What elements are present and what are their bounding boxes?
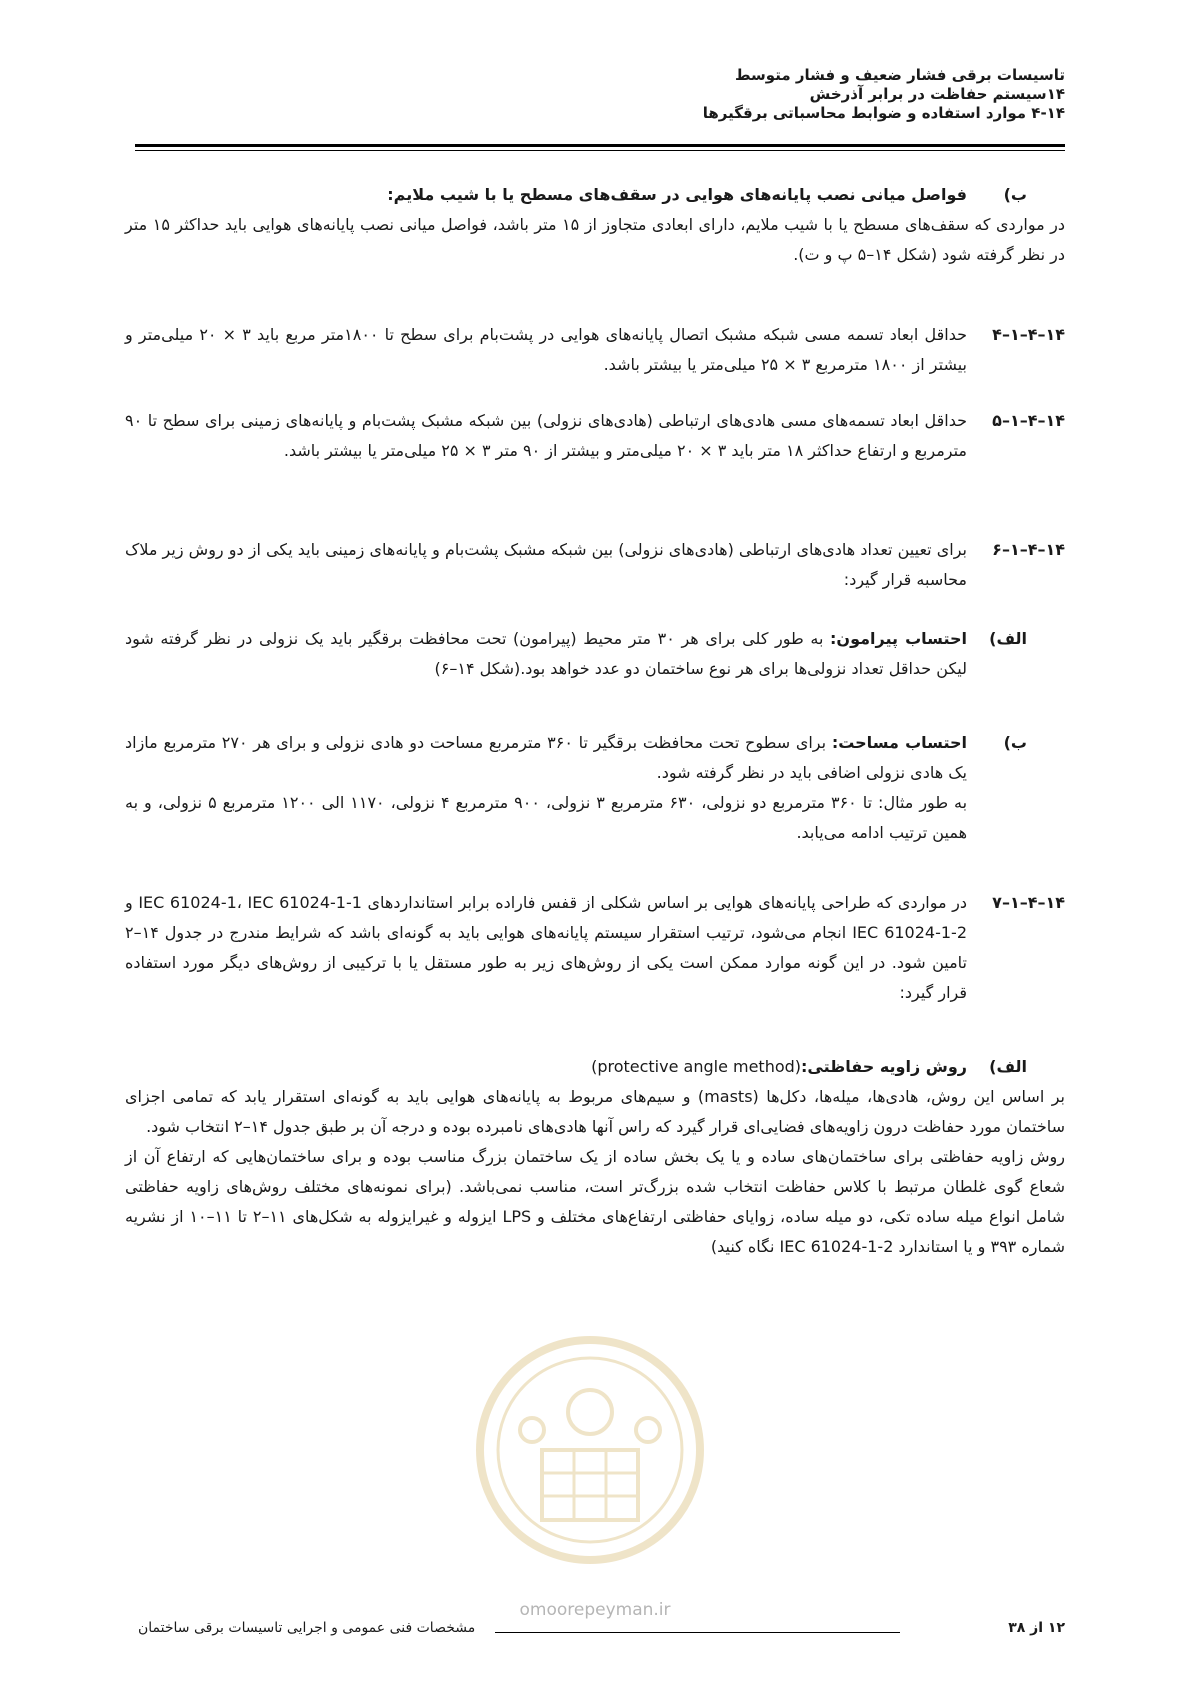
- header-chapter-title: ۱۴سیستم حفاظت در برابر آذرخش: [809, 85, 1065, 103]
- footer-document-title: مشخصات فنی عمومی و اجرایی تاسیسات برقی ساختمان: [138, 1620, 476, 1636]
- subclause-be-area: [125, 728, 1065, 848]
- footer-rule: [495, 1632, 900, 1633]
- subclause-lead: احتساب مساحت:: [831, 733, 967, 752]
- header-rule-thick: [135, 144, 1065, 147]
- section-text: در مواردی که سقف‌های مسطح یا با شیب ملایم، دارای ابعادی متجاوز از ۱۵ متر باشد، فواصل میانی نصب پایانه‌های هوایی باید حداکثر ۱۵ متر در نظر گرفته شود (شکل ۱۴–۵ پ و ت).: [125, 215, 1065, 264]
- section-label: ب): [1003, 185, 1027, 204]
- subclause-text: به طور کلی برای هر ۳۰ متر محیط (پیرامون) تحت محافظت برقگیر باید یک نزولی در نظر گرفته شود لیکن حداقل تعداد نزولی‌ها برای هر نوع ساختمان دو عدد خواهد بود.(شکل ۱۴–۶): [125, 629, 967, 678]
- header-rule-thin: [135, 150, 1065, 151]
- watermark-logo-icon: [470, 1330, 710, 1570]
- clause-6: [125, 535, 1065, 595]
- subclause-title: روش زاویه حفاظتی:: [801, 1057, 967, 1076]
- subclause-title-en: (protective angle method): [585, 1057, 802, 1076]
- clause-number: ۱۴–۴–۱–۴: [992, 325, 1065, 344]
- clause-number: ۱۴–۴–۱–۵: [992, 411, 1065, 430]
- header-section-title: ۴-۱۴ موارد استفاده و ضوابط محاسباتی برقگیرها: [702, 104, 1065, 122]
- subclause-example: به طور مثال: تا ۳۶۰ مترمربع دو نزولی، ۶۳۰ مترمربع ۳ نزولی، ۹۰۰ مترمربع ۴ نزولی، ۱۱۷۰ الی ۱۲۰۰ مترمربع ۵ نزولی، و به همین ترتیب ادامه می‌یابد.: [125, 793, 968, 842]
- watermark-text: omoorepeyman.ir: [519, 1600, 671, 1620]
- clause-7: [125, 888, 1065, 1008]
- subclause-label: الف): [989, 629, 1027, 648]
- clause-number: ۱۴–۴–۱–۷: [992, 893, 1065, 912]
- header-book-title: تاسیسات برقی فشار ضعیف و فشار متوسط: [734, 66, 1065, 84]
- section-b-top: [125, 180, 1065, 270]
- subclause-alef-perimeter: [125, 624, 1065, 684]
- clause-5: [125, 406, 1065, 466]
- page-header: [125, 66, 1065, 123]
- subclause-label: ب): [1003, 733, 1027, 752]
- subclause-paragraph-2: روش زاویه حفاظتی برای ساختمان‌های ساده و یا یک بخش ساده از یک ساختمان بزرگ مناسب بوده و برای ساختمان‌هایی که ارتفاع آن از شعاع گوی غلطان مرتبط با کلاس حفاظت انتخاب شده بزرگ‌تر است، مناسب نمی‌باشد. (برای نمونه‌های مختلف روش‌های زاویه حفاظتی شامل انواع میله ساده تکی، دو میله ساده، زوایای حفاظتی ارتفاع‌های مختلف و LPS ایزوله و غیرایزوله به شکل‌های ۱۱–۲ تا ۱۱–۱۰ از نشریه شماره ۳۹۳ و یا استاندارد IEC 61024-1-2 نگاه کنید): [125, 1147, 1066, 1256]
- clause-text: در مواردی که طراحی پایانه‌های هوایی بر اساس شکلی از قفس فاراده برابر استانداردهای IEC 61024-1، IEC 61024-1-1 و IEC 61024-1-2 انجام می‌شود، ترتیب استقرار سیستم پایانه‌های هوایی باید به گونه‌ای باشد که شرایط مندرج در جدول ۱۴–۲ تامین شود. در این گونه موارد ممکن است یکی از روش‌های زیر به طور مستقل یا با ترکیبی از روش‌های دیگر مورد استفاده قرار گیرد:: [125, 893, 968, 1002]
- subclause-text: برای سطوح تحت محافظت برقگیر تا ۳۶۰ مترمربع مساحت دو هادی نزولی و برای هر ۲۷۰ مترمربع مازاد یک هادی نزولی اضافی باید در نظر گرفته شود.: [125, 733, 967, 782]
- footer-page-number: ۱۲ از ۳۸: [1008, 1620, 1065, 1636]
- clause-number: ۱۴–۴–۱–۶: [992, 540, 1065, 559]
- section-title: فواصل میانی نصب پایانه‌های هوایی در سقف‌های مسطح یا با شیب ملایم:: [387, 185, 967, 204]
- clause-text: حداقل ابعاد تسمه مسی شبکه مشبک اتصال پایانه‌های هوایی در پشت‌بام برای سطح تا ۱۸۰۰متر مربع باید ۳ × ۲۰ میلی‌متر و بیشتر از ۱۸۰۰ مترمربع ۳ × ۲۵ میلی‌متر یا بیشتر باشد.: [125, 325, 968, 374]
- clause-4: [125, 320, 1065, 380]
- clause-text: برای تعیین تعداد هادی‌های ارتباطی (هادی‌های نزولی) بین شبکه مشبک پشت‌بام و پایانه‌های زمینی باید یکی از دو روش زیر ملاک محاسبه قرار گیرد:: [125, 540, 967, 589]
- subclause-lead: احتساب پیرامون:: [830, 629, 968, 648]
- subclause-alef-protective-angle: [125, 1052, 1065, 1262]
- subclause-label: الف): [989, 1057, 1027, 1076]
- clause-text: حداقل ابعاد تسمه‌های مسی هادی‌های ارتباطی (هادی‌های نزولی) بین شبکه مشبک پشت‌بام و پایانه‌های زمینی برای سطح تا ۹۰ مترمربع و ارتفاع حداکثر ۱۸ متر باید ۳ × ۲۰ میلی‌متر و بیشتر از ۹۰ متر ۳ × ۲۵ میلی‌متر یا بیشتر باشد.: [125, 411, 967, 460]
- subclause-paragraph-1: بر اساس این روش، هادی‌ها، میله‌ها، دکل‌ها (masts) و سیم‌های مربوط به پایانه‌های هوایی باید به گونه‌ای استقرار یابد که تمامی اجزای ساختمان مورد حفاظت درون زاویه‌های فضایی‌ای قرار گیرد که راس آنها هادی‌های نامبرده بوده و درجه آن بر طبق جدول ۱۴–۲ انتخاب شود.: [125, 1087, 1066, 1136]
